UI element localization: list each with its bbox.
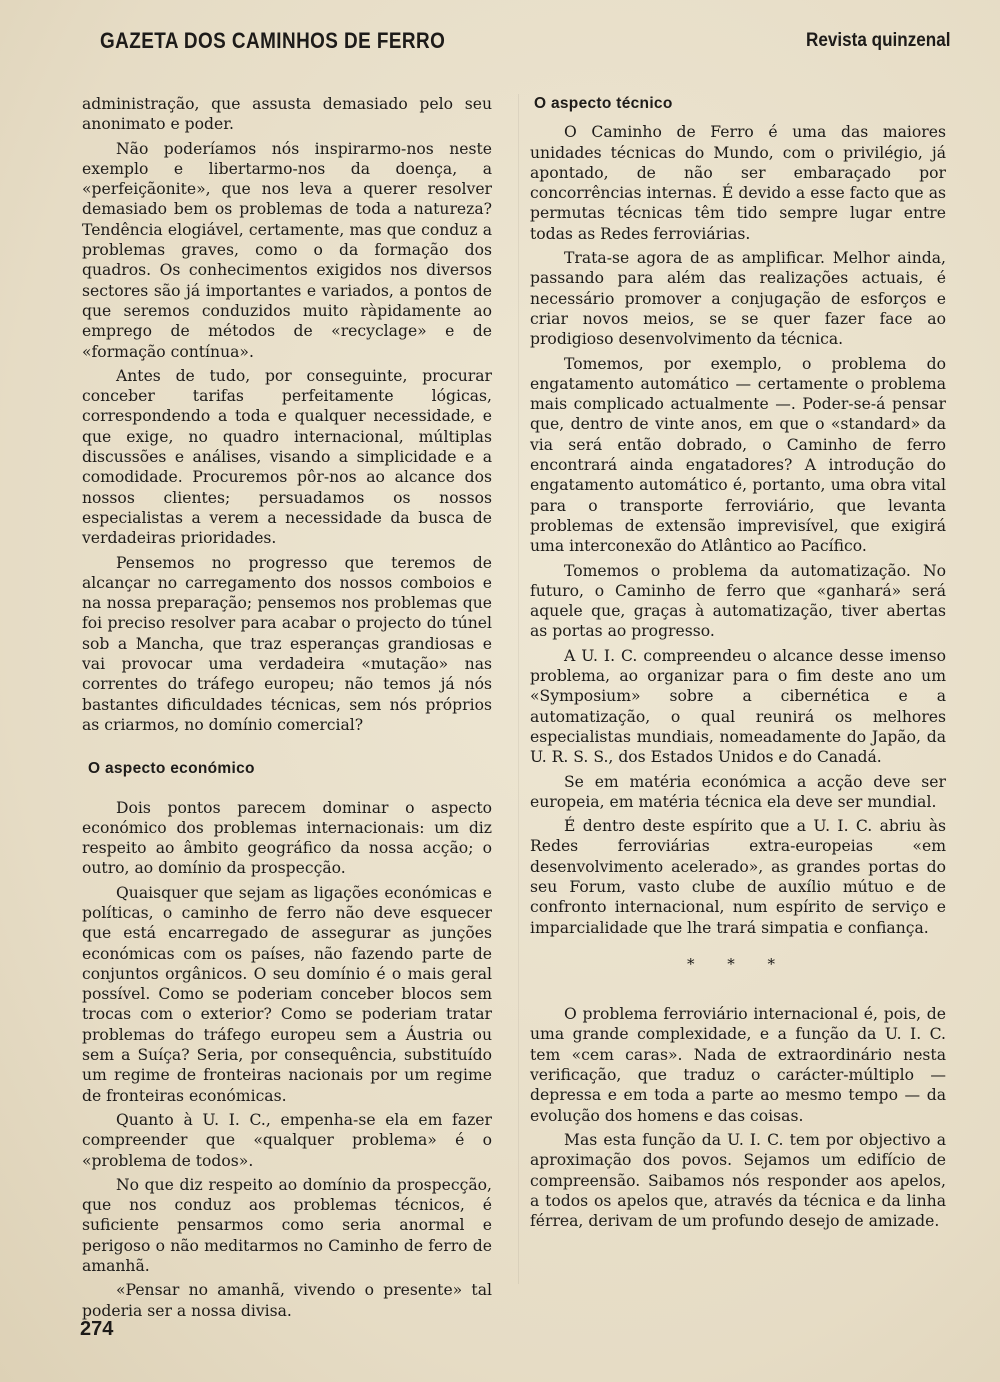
paragraph: Não poderíamos nós inspirarmo-nos neste exemplo e libertarmo-nos da doença, a «perfeiçãonite», que nos leva a querer resolver demasiado bem os problemas de toda a natureza? Tendência elogiável, certamente, mas que conduz a problemas graves, como o da formação dos quadros. Os conhecimentos exigidos nos diversos sectores são já importantes e variados, a pontos de que seremos conduzidos muito ràpidamente ao emprego de métodos de «recyclage» e de «formação contínua». xyxy=(82,139,492,361)
section-divider-stars: * * * xyxy=(686,954,790,973)
left-column xyxy=(82,94,492,1325)
paragraph: No que diz respeito ao domínio da prospecção, que nos conduz aos problemas técnicos, é suficiente pensarmos como seria anormal e perigoso o não meditarmos no Caminho de ferro de amanhã. xyxy=(82,1175,492,1276)
paragraph: Pensemos no progresso que teremos de alcançar no carregamento dos nossos comboios e na nossa preparação; pensemos nos problemas que foi preciso resolver para acabar o projecto do túnel sob a Mancha, que traz esperanças grandiosas e vai provocar uma verdadeira «mutação» nas correntes do tráfego europeu; não temos já nós bastantes dificuldades técnicas, sem nós próprios as criarmos, no domínio comercial? xyxy=(82,553,492,734)
paragraph: O Caminho de Ferro é uma das maiores unidades técnicas do Mundo, com o privilégio, já apontado, de não ser embaraçado por concorrências internas. É devido a esse facto que as permutas técnicas têm tido sempre lugar entre todas as Redes ferroviárias. xyxy=(530,123,946,243)
publication-title: GAZETA DOS CAMINHOS DE FERRO xyxy=(100,28,446,53)
section-heading-technical: O aspecto técnico xyxy=(534,95,673,112)
paragraph: Quanto à U. I. C., empenha-se ela em fazer compreender que «qualquer problema» é o «problema de todos». xyxy=(82,1110,492,1170)
paragraph: A U. I. C. compreendeu o alcance desse imenso problema, ao organizar para o fim deste ano um «Symposium» sobre a cibernética e a automatização, o qual reunirá os melhores especialistas mundiais, nomeadamente do Japão, da U. R. S. S., dos Estados Unidos e do Canadá. xyxy=(530,646,946,767)
paragraph: Tomemos o problema da automatização. No futuro, o Caminho de ferro que «ganhará» será aquele que, graças à automatização, tiver abertas as portas ao progresso. xyxy=(530,561,946,641)
paragraph: administração, que assusta demasiado pelo seu anonimato e poder. xyxy=(82,95,492,134)
paragraph: «Pensar no amanhã, vivendo o presente» tal poderia ser a nossa divisa. xyxy=(82,1281,492,1320)
right-column xyxy=(530,94,946,1235)
paragraph: É dentro deste espírito que a U. I. C. abriu às Redes ferroviárias extra-europeias «em desenvolvimento acelerado», as grandes portas do seu Forum, vasto clube de auxílio mútuo e de confronto internacional, num espírito de serviço e imparcialidade que lhe trará simpatia e confiança. xyxy=(530,817,946,937)
paragraph: Trata-se agora de as amplificar. Melhor ainda, passando para além das realizações actuais, é necessário promover a conjugação de esforços e criar novos meios, se se quer fazer face ao prodigioso desenvolvimento da técnica. xyxy=(530,249,946,349)
paragraph: Antes de tudo, por conseguinte, procurar conceber tarifas perfeitamente lógicas, correspondendo a toda e qualquer necessidade, e que exige, no quadro internacional, múltiplas discussões e análises, visando a simplicidade e a comodidade. Procuremos pôr-nos ao alcance dos nossos clientes; persuadamos os nossos especialistas a verem a necessidade da busca de verdadeiras prioridades. xyxy=(82,366,492,548)
running-header xyxy=(100,26,950,60)
section-heading-economic: O aspecto económico xyxy=(88,760,255,778)
paragraph: Tomemos, por exemplo, o problema do engatamento automático — certamente o problema mais complicado actualmente —. Poder-se-á pensar que, dentro de vinte anos, em que o «standard» da via será então dobrado, o Caminho de ferro encontrará ainda engatadores? A introdução do engatamento automático é, portanto, uma obra vital para o transporte ferroviário, que levanta problemas de extensão imprevisível, que exigirá uma interconexão do Atlântico ao Pacífico. xyxy=(530,354,946,556)
paragraph: O problema ferroviário internacional é, pois, de uma grande complexidade, e a função da U. I. C. tem «cem caras». Nada de extraordinário nesta verificação, que traduz o carácter-múltiplo — depressa e em toda a parte ao mesmo tempo — da evolução dos homens e das coisas. xyxy=(530,1005,946,1125)
paragraph: Dois pontos parecem dominar o aspecto económico dos problemas internacionais: um diz respeito ao âmbito geográfico da nossa acção; o outro, ao domínio da prospecção. xyxy=(82,798,492,878)
page-number: 274 xyxy=(80,1318,114,1340)
paragraph: Se em matéria económica a acção deve ser europeia, em matéria técnica ela deve ser mundial. xyxy=(530,772,946,811)
column-gutter xyxy=(518,94,519,1284)
paragraph: Quaisquer que sejam as ligações económicas e políticas, o caminho de ferro não deve esquecer que está encarregado de assegurar as junções económicas com os países, não fazendo parte de conjuntos orgânicos. O seu domínio é o mais geral possível. Como se poderiam conceber blocos sem trocas com o exterior? Como se poderiam tratar problemas do tráfego europeu sem a Áustria ou sem a Suíça? Seria, por consequência, substituído um regime de fronteiras nacionais por um regime de fronteiras económicas. xyxy=(82,883,492,1105)
paragraph: Mas esta função da U. I. C. tem por objectivo a aproximação dos povos. Sejamos um edifício de compreensão. Saibamos nós responder aos apelos, a todos os apelos que, através da técnica e da linha férrea, derivam de um profundo desejo de amizade. xyxy=(530,1130,946,1231)
publication-subtitle: Revista quinzenal xyxy=(805,30,950,51)
